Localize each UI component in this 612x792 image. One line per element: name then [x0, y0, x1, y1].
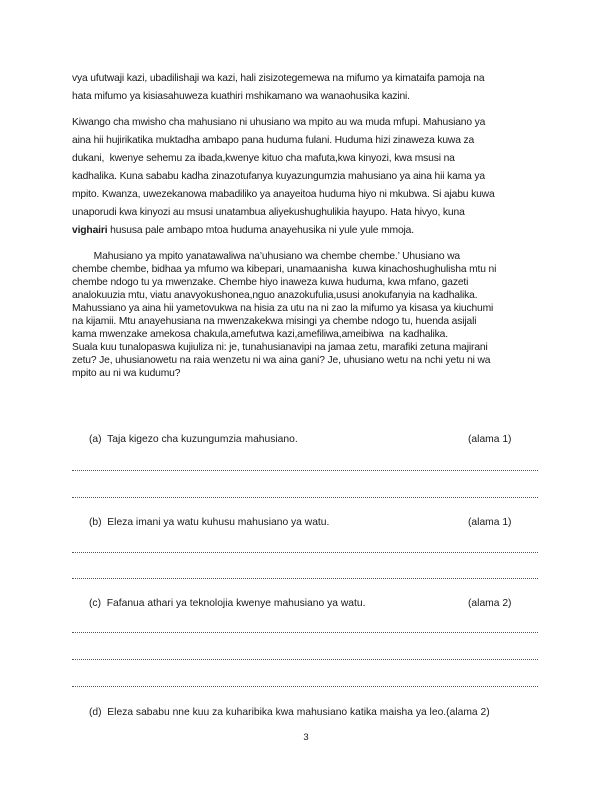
passage-line: vya ufutwaji kazi, ubadilishaji wa kazi, hali zisizotegemewa na mifumo ya kimataifa pamoja na [72, 73, 485, 84]
answer-line[interactable] [72, 470, 538, 471]
page-number: 3 [303, 732, 309, 743]
question-c: (c) Fafanua athari ya teknolojia kwenye mahusiano ya watu. [89, 598, 366, 609]
passage-line: kadhalika. Kuna sababu kadha zinazotufanya kuyazungumzia mahusiano ya aina hii kama ya [72, 171, 485, 182]
passage-line: chembe ndogo tu ya mwenzake. Chembe hiyo inaweza kuwa huduma, kwa mfano, gazeti [72, 277, 469, 288]
answer-line[interactable] [72, 659, 538, 660]
passage-text: hususa pale ambapo mtoa huduma anayehusika ni yule yule mmoja. [107, 225, 414, 236]
question-d: (d) Eleza sababu nne kuu za kuharibika kwa mahusiano katika maisha ya leo.(alama 2) [89, 707, 490, 718]
marks-a: (alama 1) [468, 434, 512, 445]
passage-line: Mahussiano ya aina hii yametovukwa na hisia za utu na ni zao la mifumo ya kisasa ya kiuchumi [72, 303, 494, 314]
question-a: (a) Taja kigezo cha kuzungumzia mahusiano. [89, 434, 298, 445]
passage-line: Suala kuu tunalopaswa kujiuliza ni: je, tunahusianavipi na jamaa zetu, marafiki zetuna majirani [72, 342, 488, 353]
passage-line: mpito. Kwanza, uwezekanowa mabadiliko ya anayeitoa huduma hiyo ni mkubwa. Si ajabu kuwa [72, 189, 495, 200]
answer-line[interactable] [72, 686, 538, 687]
passage-line: unaporudi kwa kinyozi au msusi unatambua aliyekushughulikia hayupo. Hata hivyo, kuna [72, 207, 465, 218]
passage-line: kama mwenzake amekosa chakula,amefutwa kazi,amefiliwa,ameibiwa na kadhalika. [72, 329, 448, 340]
passage-line: zetu? Je, uhusianowetu na raia wenzetu ni wa aina gani? Je, uhusiano wetu na nchi yetu ni wa [72, 355, 491, 366]
answer-line[interactable] [72, 497, 538, 498]
passage-line: Mahusiano ya mpito yanatawaliwa na’uhusiano wa chembe chembe.’ Uhusiano wa [72, 251, 460, 262]
passage-line: dukani, kwenye sehemu za ibada,kwenye kituo cha mafuta,kwa kinyozi, kwa msusi na [72, 153, 455, 164]
passage-line: analokuuzia mtu, viatu anavyokushonea,nguo anazokufulia,ususi anokufanyia na kadhalika. [72, 290, 478, 301]
passage-line [72, 224, 414, 237]
answer-line[interactable] [72, 578, 538, 579]
passage-line: hata mifumo ya kisiasahuweza kuathiri mshikamano wa wanaohusika kazini. [72, 91, 410, 102]
answer-line[interactable] [72, 552, 538, 553]
passage-line: chembe chembe, bidhaa ya mfumo wa kibepari, unamaanisha kuwa kinachoshughulisha mtu ni [72, 264, 497, 275]
marks-c: (alama 2) [468, 598, 512, 609]
answer-line[interactable] [72, 632, 538, 633]
bold-term: vighairi [72, 225, 108, 236]
passage-line: mpito au ni wa kudumu? [72, 368, 181, 379]
passage-line: aina hii hujirikatika muktadha ambapo pana huduma fulani. Huduma hizi zinaweza kuwa za [72, 135, 475, 146]
question-b: (b) Eleza imani ya watu kuhusu mahusiano ya watu. [89, 517, 330, 528]
passage-line: na kijamii. Mtu anayehusiana na mwenzakekwa misingi ya chembe ndogo tu, huenda asijali [72, 316, 477, 327]
marks-b: (alama 1) [468, 517, 512, 528]
passage-line: Kiwango cha mwisho cha mahusiano ni uhusiano wa mpito au wa muda mfupi. Mahusiano ya [72, 117, 486, 128]
